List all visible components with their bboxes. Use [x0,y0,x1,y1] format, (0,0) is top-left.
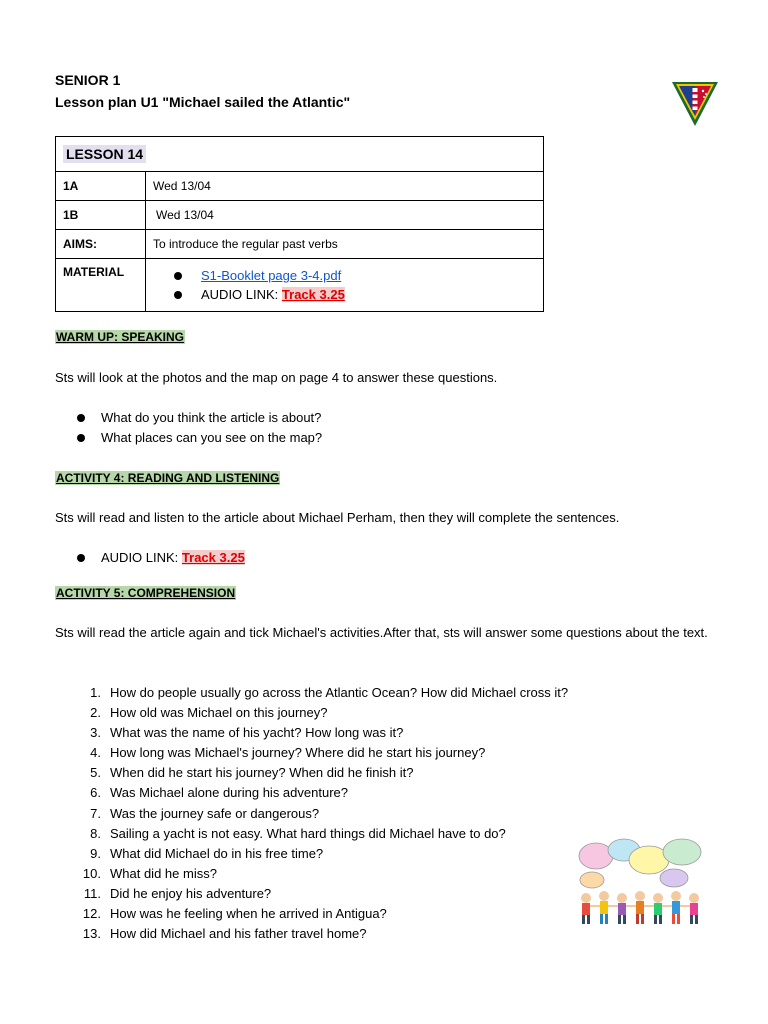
aims-label: AIMS: [56,230,146,259]
list-item [55,763,568,783]
table-row [56,201,544,230]
question-number: 13. [82,926,101,942]
table-row [56,172,544,201]
list-item [55,548,245,568]
audio-label: AUDIO LINK: [201,287,282,302]
lesson-table [55,136,544,312]
list-item [55,884,568,904]
question-text: Sailing a yacht is not easy. What hard things did Michael have to do? [110,825,506,841]
lesson-number: LESSON 14 [63,145,146,163]
list-item [153,285,536,304]
activity4-materials [55,548,245,568]
list-item [55,804,568,824]
list-item [55,844,568,864]
list-item: What places can you see on the map? [55,428,322,448]
list-item [55,743,568,763]
question-number: 10. [82,865,101,881]
warmup-heading: WARM UP: SPEAKING [56,330,185,344]
material-label: MATERIAL [56,259,146,312]
audio-label: AUDIO LINK: [101,550,182,565]
question-text: What did Michael do in his free time? [110,845,324,861]
question-text: Was the journey safe or dangerous? [110,805,320,821]
activity4-heading: ACTIVITY 4: READING AND LISTENING [56,471,280,485]
list-item [55,703,568,723]
question-number: 11. [83,885,101,901]
aims-value: To introduce the regular past verbs [146,230,544,259]
question-text: How long was Michael's journey? Where did he start his journey? [110,745,486,761]
list-item [55,824,568,844]
group-date-text: Wed 13/04 [156,208,214,222]
question-text: Was Michael alone during his adventure? [110,785,348,801]
list-item [55,864,568,884]
lesson-title-cell [56,137,544,172]
audio-track-link[interactable]: Track 3.25 [181,550,245,565]
list-item [55,723,568,743]
question-number: 4. [90,745,101,761]
table-row [56,259,544,312]
question-text: How was he feeling when he arrived in Antigua? [110,906,387,922]
question-text: How did Michael and his father travel home? [110,926,367,942]
question-text: When did he start his journey? When did he finish it? [110,765,414,781]
group-date [146,201,544,230]
question-number: 12. [82,906,101,922]
material-list [153,266,536,304]
list-item: What do you think the article is about? [55,408,322,428]
question-text: What was the name of his yacht? How long was it? [110,725,404,741]
list-item [55,904,568,924]
activity4-intro: Sts will read and listen to the article about Michael Perham, then they will complete the sentences. [55,510,620,525]
question-text: What did he miss? [110,865,217,881]
course-title: SENIOR 1 [55,72,121,88]
question-number: 6. [90,785,101,801]
question-text: How old was Michael on this journey? [110,705,328,721]
audio-track-link[interactable]: Track 3.25 [281,287,345,302]
list-item [55,683,568,703]
question-number: 9. [90,845,101,861]
kids-speech-bubbles-illustration-icon [574,838,704,933]
question-number: 5. [90,765,101,781]
list-item [55,783,568,803]
warmup-questions [55,408,322,448]
question-number: 2. [90,705,101,721]
comprehension-questions [55,683,568,944]
group-label: 1B [56,201,146,230]
group-label: 1A [56,172,146,201]
group-date: Wed 13/04 [146,172,544,201]
question-number: 8. [90,825,101,841]
list-item [153,266,536,285]
list-item [55,924,568,944]
question-number: 7. [90,805,101,821]
question-text: How do people usually go across the Atlantic Ocean? How did Michael cross it? [110,685,569,700]
booklet-link[interactable]: S1-Booklet page 3-4.pdf [201,268,342,283]
material-value [146,259,544,312]
question-number: 1. [90,685,101,700]
warmup-intro: Sts will look at the photos and the map on page 4 to answer these questions. [55,370,498,385]
activity5-intro: Sts will read the article again and tick Michael's activities.After that, sts will answer some questions about the text. [55,625,708,640]
activity5-heading: ACTIVITY 5: COMPREHENSION [56,586,236,600]
question-text: Did he enjoy his adventure? [110,885,272,901]
school-shield-logo-icon [670,78,720,128]
question-number: 3. [90,725,101,741]
lesson-plan-title: Lesson plan U1 "Michael sailed the Atlantic" [55,94,351,110]
table-row [56,230,544,259]
